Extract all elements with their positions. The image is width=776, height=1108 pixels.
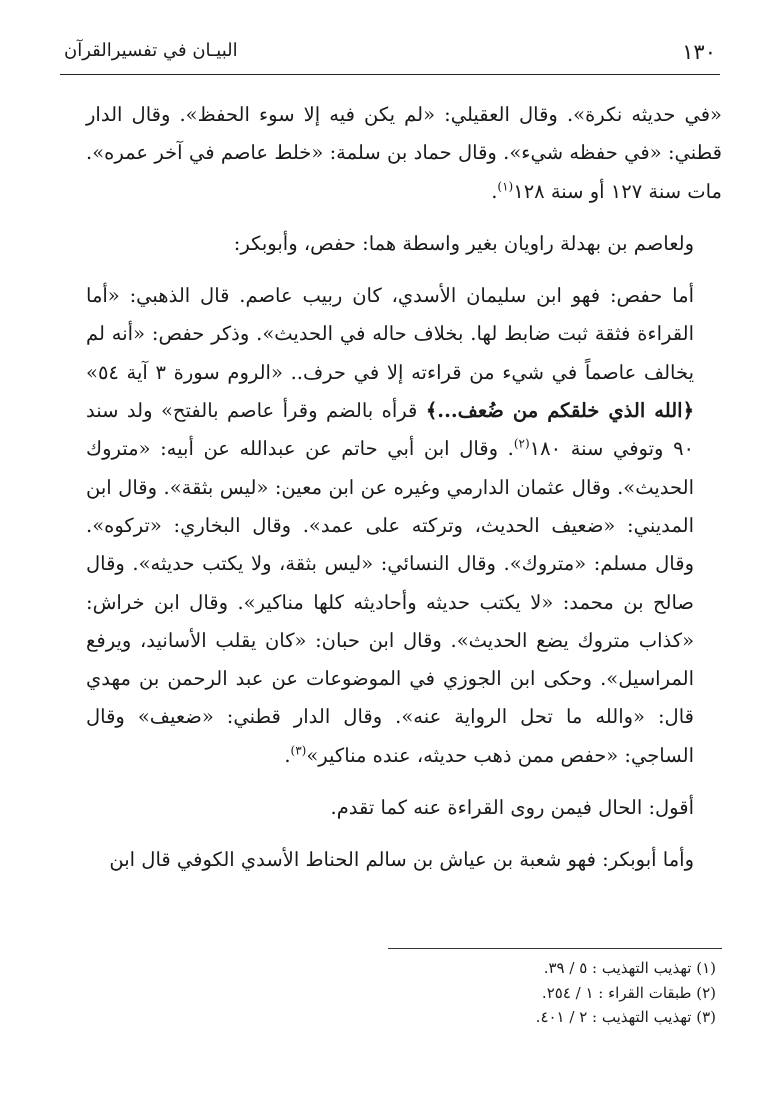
- paragraph-4: أقول: الحال فيمن روى القراءة عنه كما تقدم.: [330, 796, 694, 820]
- footnote-1: (١) تهذيب التهذيب : ٥ / ٣٩.: [543, 959, 716, 977]
- footnote-ref-1: (١): [497, 179, 514, 194]
- main-text: [86, 96, 722, 880]
- footnotes: [380, 956, 716, 1030]
- quran-verse: ﴿الله الذي خلقكم من ضُعف...﴾: [425, 399, 694, 423]
- paragraph-1: «في حديثه نكرة». وقال العقيلي: «لم يكن فيه إلا سوء الحفظ». وقال الدار قطني: «في حفظه شيء». وقال حماد بن سلمة: «خلط عاصم في آخر عمره». مات سنة ١٢٧ أو سنة ١٢٨$^{(١)}$.: [86, 103, 722, 203]
- footnote-ref-3: (٣): [290, 743, 307, 758]
- footnote-3: (٣) تهذيب التهذيب : ٢ / ٤٠١.: [535, 1008, 716, 1026]
- paragraph-2: ولعاصم بن بهدلة راويان بغير واسطة هما: حفص، وأبوبكر:: [233, 231, 694, 255]
- running-header: [60, 38, 720, 72]
- paragraph-3: أما حفص: فهو ابن سليمان الأسدي، كان ربيب عاصم. قال الذهبي: «أما القراءة فثقة ثبت ضابط لها. بخلاف حاله في الحديث». وذكر حفص: «أنه لم يخالف عاصماً في شيء من قراءته إلا في حرف.. «الروم سورة ٣ آية ٥٤» ﴿الله الذي خلقكم من ضُعف...﴾ قرأه بالضم وقرأ عاصم بالفتح» ولد سند ٩٠ وتوفي سنة ١٨٠$^{(٢)}$. وقال ابن أبي حاتم عن عبدالله عن أبيه: «متروك الحديث». وقال عثمان الدارمي وغيره عن ابن معين: «ليس بثقة». وقال ابن المديني: «ضعيف الحديث، وتركته على عمد». وقال البخاري: «تركوه». وقال مسلم: «متروك». وقال النسائي: «ليس بثقة، ولا يكتب حديثه». وقال صالح بن محمد: «لا يكتب حديثه وأحاديثه كلها مناكير». وقال ابن خراش: «كذاب متروك يضع الحديث». وقال ابن حبان: «كان يقلب الأسانيد، ويرفع المراسيل». وحكى ابن الجوزي في الموضوعات عن عبد الرحمن بن مهدي قال: «والله ما تحل الرواية عنه». وقال الدار قطني: «ضعيف» وقال الساجي: «حفص ممن ذهب حديثه، عنده مناكير»$^{(٣)}$.: [86, 284, 695, 767]
- footnote-rule: [388, 948, 722, 949]
- page-number: ١٣٠: [682, 40, 716, 64]
- footnote-2: (٢) طبقات القراء : ١ / ٢٥٤.: [541, 983, 716, 1002]
- book-title: البيـان في تفسيرالقرآن: [64, 40, 238, 61]
- header-rule: [60, 74, 720, 75]
- paragraph-5: وأما أبوبكر: فهو شعبة بن عياش بن سالم الحناط الأسدي الكوفي قال ابن: [109, 848, 694, 872]
- footnote-ref-2: (٢): [513, 436, 530, 451]
